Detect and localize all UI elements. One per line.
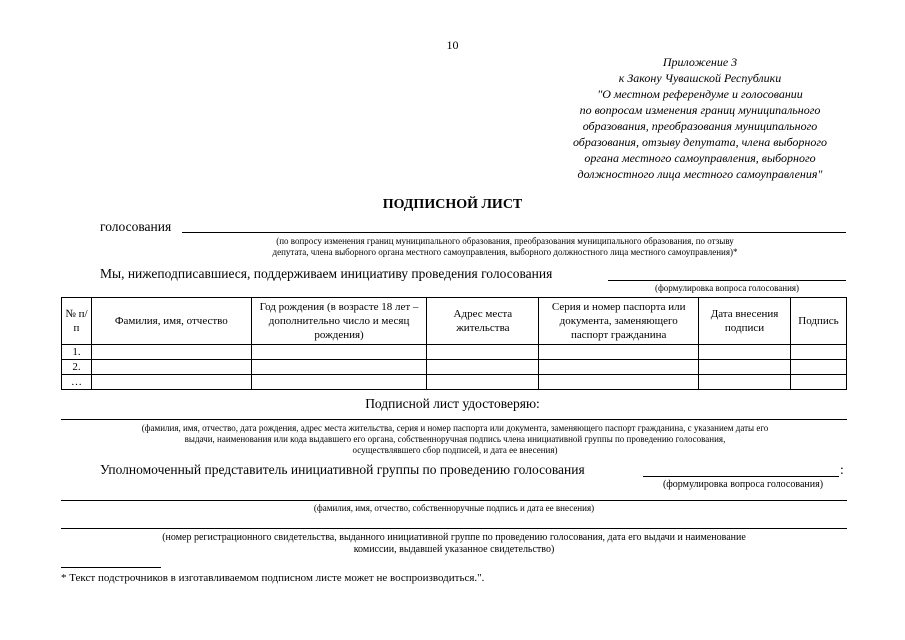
appendix-line: к Закону Чувашской Республики	[618, 71, 782, 85]
rep-name-hint: (фамилия, имя, отчество, собственноручные подпись и дата ее внесения)	[313, 503, 595, 513]
certify-fill-line[interactable]	[61, 419, 847, 420]
footnote-divider	[61, 567, 161, 568]
table-cell[interactable]	[699, 345, 791, 360]
table-header-row	[62, 298, 847, 345]
reg-cert-fill-line[interactable]	[61, 528, 847, 529]
support-hint: (формулировка вопроса голосования)	[654, 283, 800, 293]
table-row	[62, 360, 847, 375]
table-cell[interactable]	[91, 345, 251, 360]
certify-hint-1: (фамилия, имя, отчество, дата рождения, адрес места жительства, серия и номер паспорта или документа, заменяющего паспорт гражданина, с указанием даты его	[141, 423, 769, 433]
table-cell[interactable]	[699, 360, 791, 375]
appendix-line: органа местного самоуправления, выборного	[584, 151, 816, 165]
support-label: Мы, нижеподписавшиеся, поддерживаем инициативу проведения голосования	[100, 266, 553, 281]
appendix-line: образования, отзыву депутата, члена выборного	[572, 135, 828, 149]
table-cell[interactable]	[251, 375, 427, 390]
rep-name-fill-line[interactable]	[61, 500, 847, 501]
column-header-birth-year: Год рождения (в возрасте 18 лет – дополнительно число и месяц рождения)	[251, 298, 427, 345]
column-header-signature: Подпись	[790, 298, 846, 345]
appendix-line: "О местном референдуме и голосовании	[597, 87, 803, 101]
appendix-line: должностного лица местного самоуправления"	[577, 167, 823, 181]
reg-cert-hint-2: комиссии, выдавшей указанное свидетельство)	[353, 544, 555, 555]
table-row	[62, 345, 847, 360]
column-header-full-name: Фамилия, имя, отчество	[91, 298, 251, 345]
appendix-line: Приложение 3	[662, 55, 738, 69]
table-cell[interactable]	[539, 360, 699, 375]
table-row	[62, 375, 847, 390]
reg-cert-hint-1: (номер регистрационного свидетельства, выданного инициативной группе по проведению голосования, дата его выдачи и наименование	[162, 532, 746, 543]
row-number: 2.	[62, 360, 92, 375]
table-cell[interactable]	[790, 345, 846, 360]
page-number: 10	[446, 38, 459, 52]
representative-label: Уполномоченный представитель инициативной группы по проведению голосования	[100, 462, 585, 477]
signature-table	[61, 297, 847, 390]
table-cell[interactable]	[790, 375, 846, 390]
column-header-number: № п/п	[62, 298, 92, 345]
support-fill-line[interactable]	[608, 280, 846, 281]
table-cell[interactable]	[427, 345, 539, 360]
column-header-passport: Серия и номер паспорта или документа, заменяющего паспорт гражданина	[539, 298, 699, 345]
certify-hint-3: осуществлявшего сбор подписей, и дата ее внесения)	[352, 445, 558, 455]
column-header-address: Адрес места жительства	[427, 298, 539, 345]
appendix-caption	[540, 54, 860, 182]
table-cell[interactable]	[427, 360, 539, 375]
appendix-line: по вопросам изменения границ муниципального	[579, 103, 821, 117]
voting-fill-line[interactable]	[182, 232, 846, 233]
document-title: ПОДПИСНОЙ ЛИСТ	[382, 197, 523, 212]
table-cell[interactable]	[790, 360, 846, 375]
voting-label: голосования	[100, 219, 172, 234]
representative-colon: :	[840, 462, 844, 477]
row-number: …	[62, 375, 92, 390]
table-cell[interactable]	[427, 375, 539, 390]
table-cell[interactable]	[251, 360, 427, 375]
certify-label: Подписной лист удостоверяю:	[365, 396, 540, 411]
table-cell[interactable]	[539, 375, 699, 390]
certify-hint-2: выдачи, наименования или кода выдавшего его органа, собственноручная подпись члена инициативной группы по проведению голосования,	[184, 434, 726, 444]
table-cell[interactable]	[539, 345, 699, 360]
appendix-line: образования, преобразования муниципального	[582, 119, 818, 133]
column-header-signing-date: Дата внесения подписи	[699, 298, 791, 345]
table-cell[interactable]	[699, 375, 791, 390]
row-number: 1.	[62, 345, 92, 360]
voting-hint-1: (по вопросу изменения границ муниципального образования, преобразования муниципального образования, по отзыву	[276, 236, 734, 246]
table-cell[interactable]	[91, 360, 251, 375]
footnote: * Текст подстрочников в изготавливаемом подписном листе может не воспроизводиться.".	[61, 572, 485, 584]
table-cell[interactable]	[91, 375, 251, 390]
voting-hint-2: депутата, члена выборного органа местного самоуправления, выборного должностного лица местного самоуправления)*	[272, 247, 738, 257]
representative-fill-line[interactable]	[643, 476, 839, 477]
table-cell[interactable]	[251, 345, 427, 360]
representative-hint: (формулировка вопроса голосования)	[662, 479, 824, 490]
